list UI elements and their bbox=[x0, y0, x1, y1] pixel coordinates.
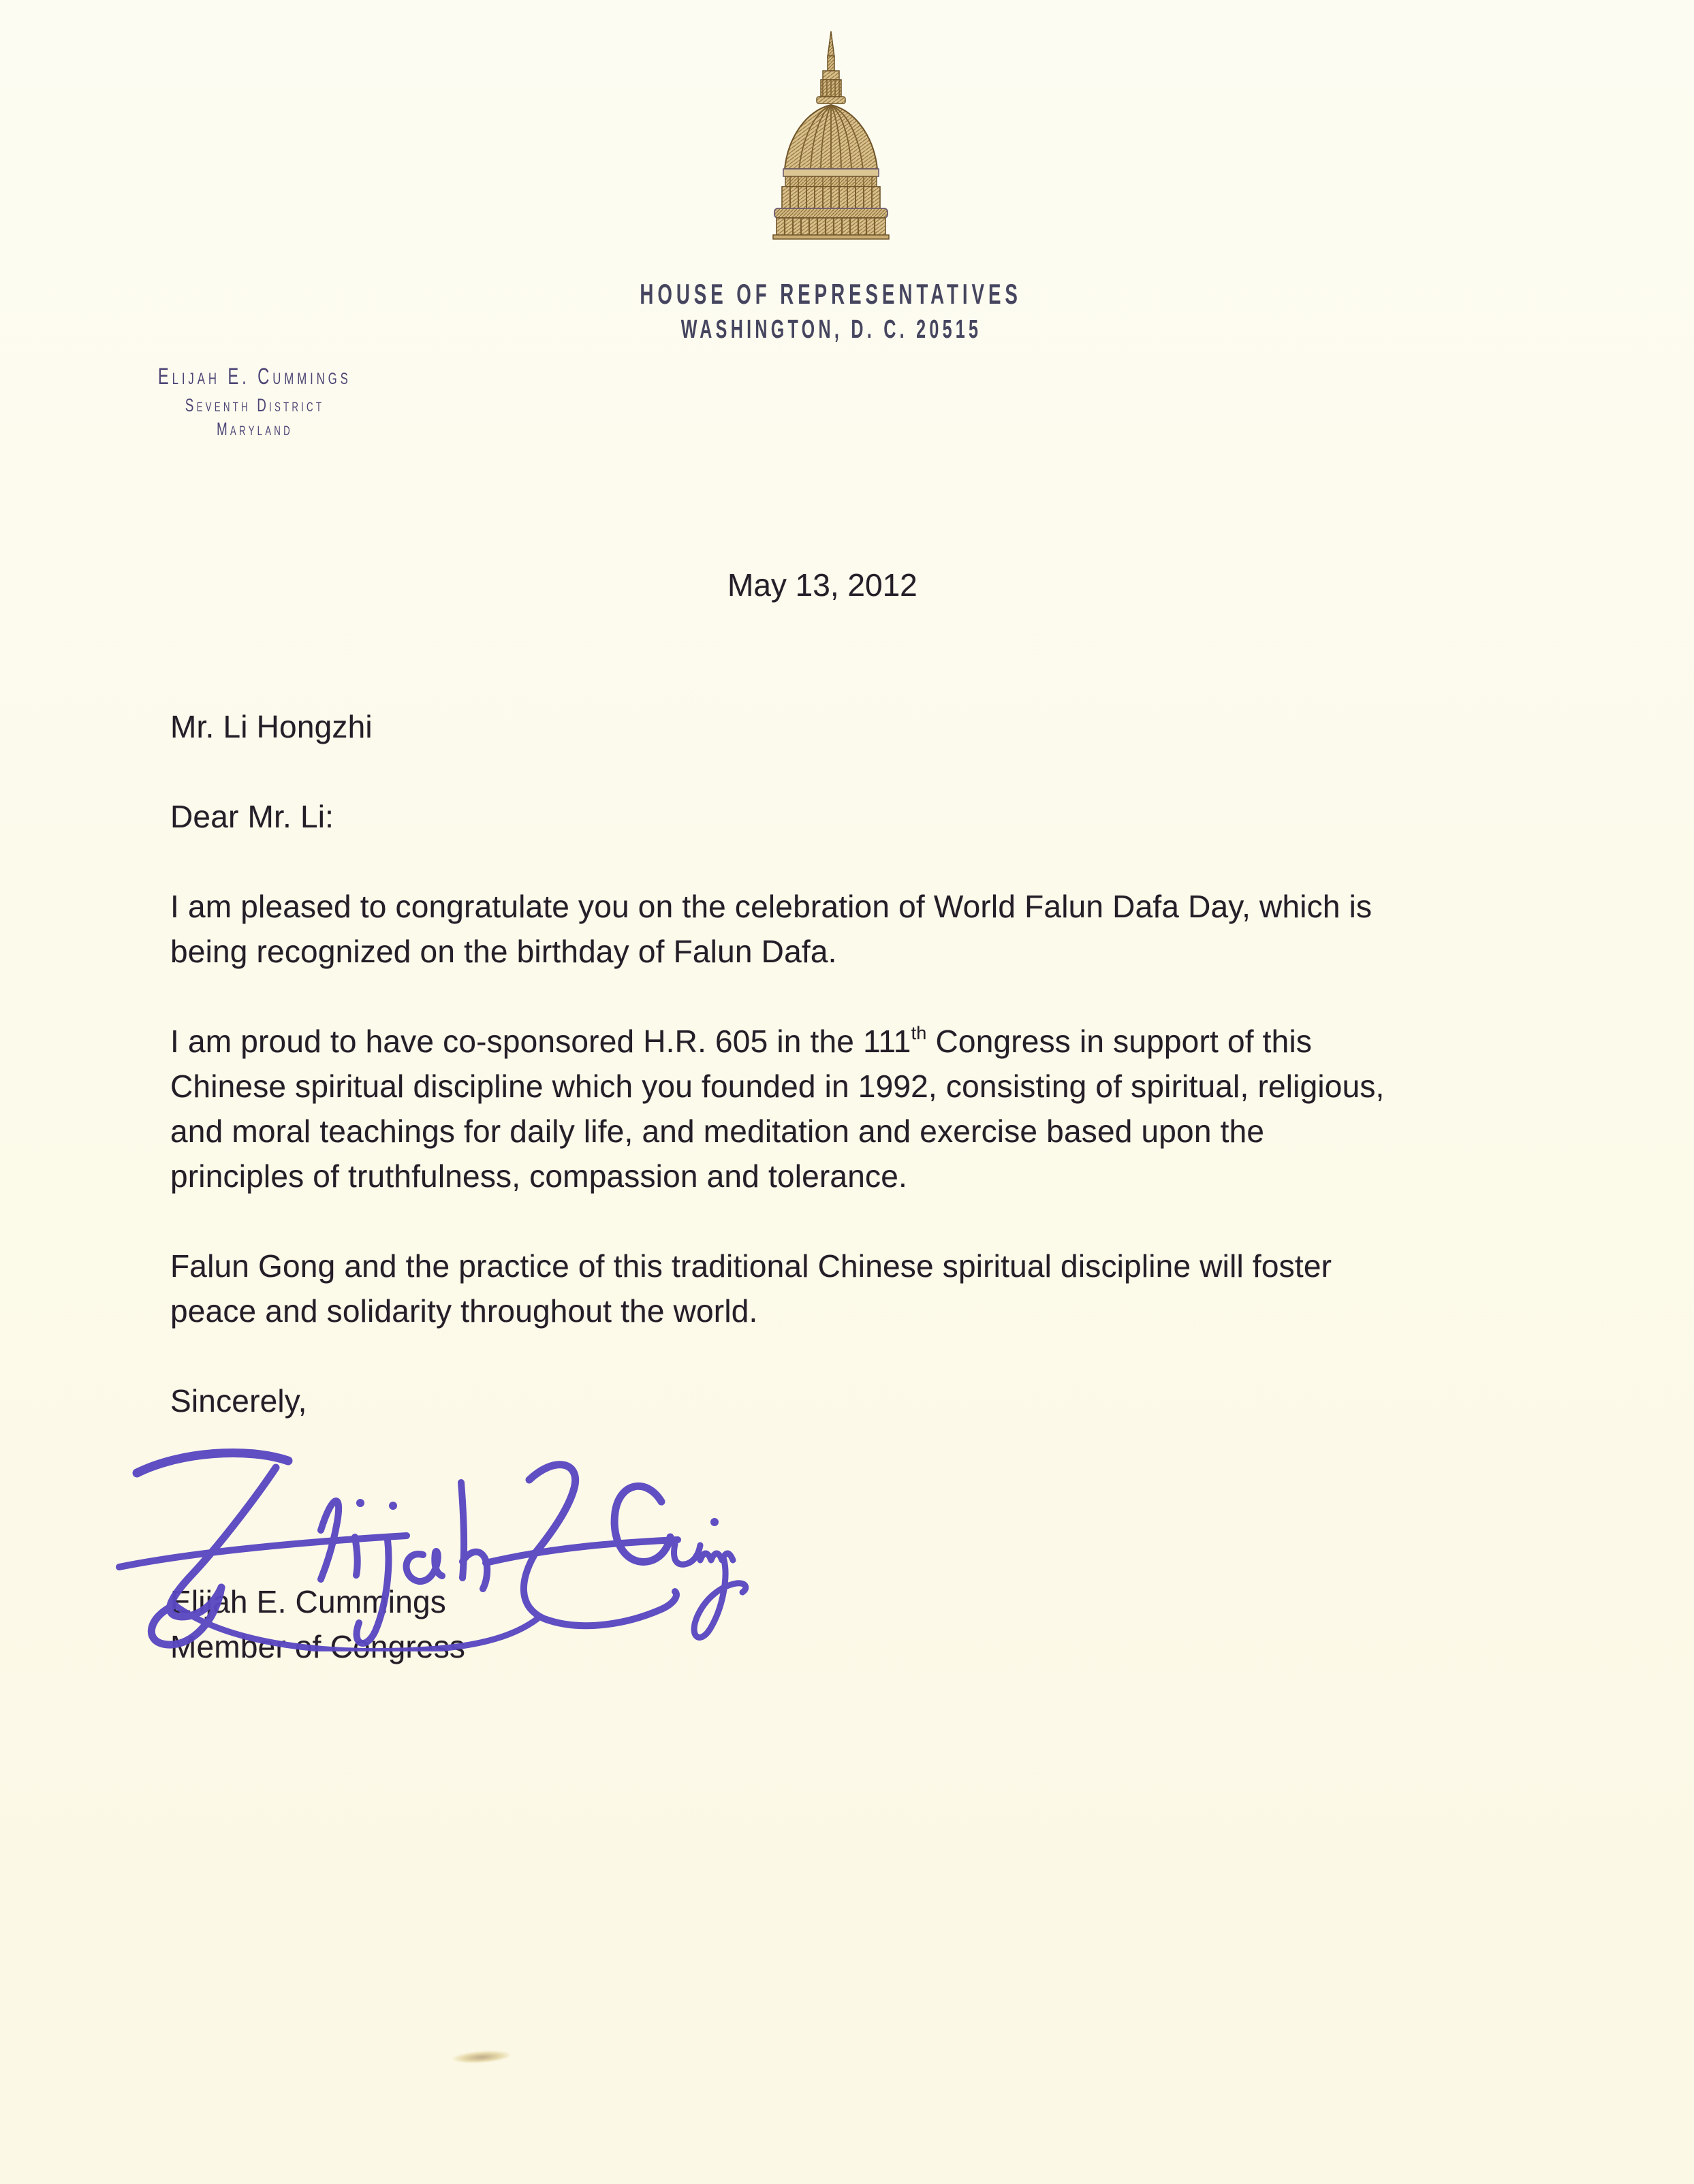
paragraph1-line1: I am pleased to congratulate you on the celebration of World Falun Dafa Day, which is bbox=[170, 889, 1373, 924]
paragraph2-line3: and moral teachings for daily life, and meditation and exercise based upon the bbox=[170, 1113, 1265, 1149]
signer-name-line: Elijah E. Cummings bbox=[170, 1584, 446, 1619]
letterhead-address-text: WASHINGTON, D. C. 20515 bbox=[680, 315, 982, 344]
closing-line: Sincerely, bbox=[170, 1383, 307, 1419]
paragraph3-line1: Falun Gong and the practice of this traditional Chinese spiritual discipline will foster bbox=[170, 1248, 1332, 1284]
letterhead-address bbox=[0, 315, 1662, 345]
letter-date: May 13, 2012 bbox=[727, 567, 917, 603]
paragraph2-line4: principles of truthfulness, compassion and tolerance. bbox=[170, 1158, 907, 1194]
paragraph2-line2: Chinese spiritual discipline which you founded in 1992, consisting of spiritual, religious, bbox=[170, 1069, 1385, 1104]
member-state: Maryland bbox=[217, 419, 293, 439]
scan-smudge-artifact bbox=[452, 2049, 512, 2064]
paragraph2-line1: I am proud to have co-sponsored H.R. 605 in the 111th Congress in support of this bbox=[170, 1023, 1313, 1059]
recipient-line: Mr. Li Hongzhi bbox=[170, 709, 373, 744]
letterhead-org-name bbox=[0, 278, 1662, 311]
signature-ink bbox=[112, 1420, 753, 1651]
ordinal-superscript: th bbox=[911, 1023, 927, 1043]
salutation-line: Dear Mr. Li: bbox=[170, 799, 334, 834]
paragraph1-line2: being recognized on the birthday of Falun Dafa. bbox=[170, 934, 837, 969]
paragraph3-line2: peace and solidarity throughout the world. bbox=[170, 1293, 758, 1329]
capitol-dome-icon bbox=[763, 29, 899, 241]
member-district: Seventh District bbox=[185, 395, 325, 415]
letterhead-org-name-text: HOUSE OF REPRESENTATIVES bbox=[640, 278, 1022, 310]
member-name: Elijah E. Cummings bbox=[158, 364, 351, 390]
signer-title-line: Member of Congress bbox=[170, 1629, 466, 1664]
